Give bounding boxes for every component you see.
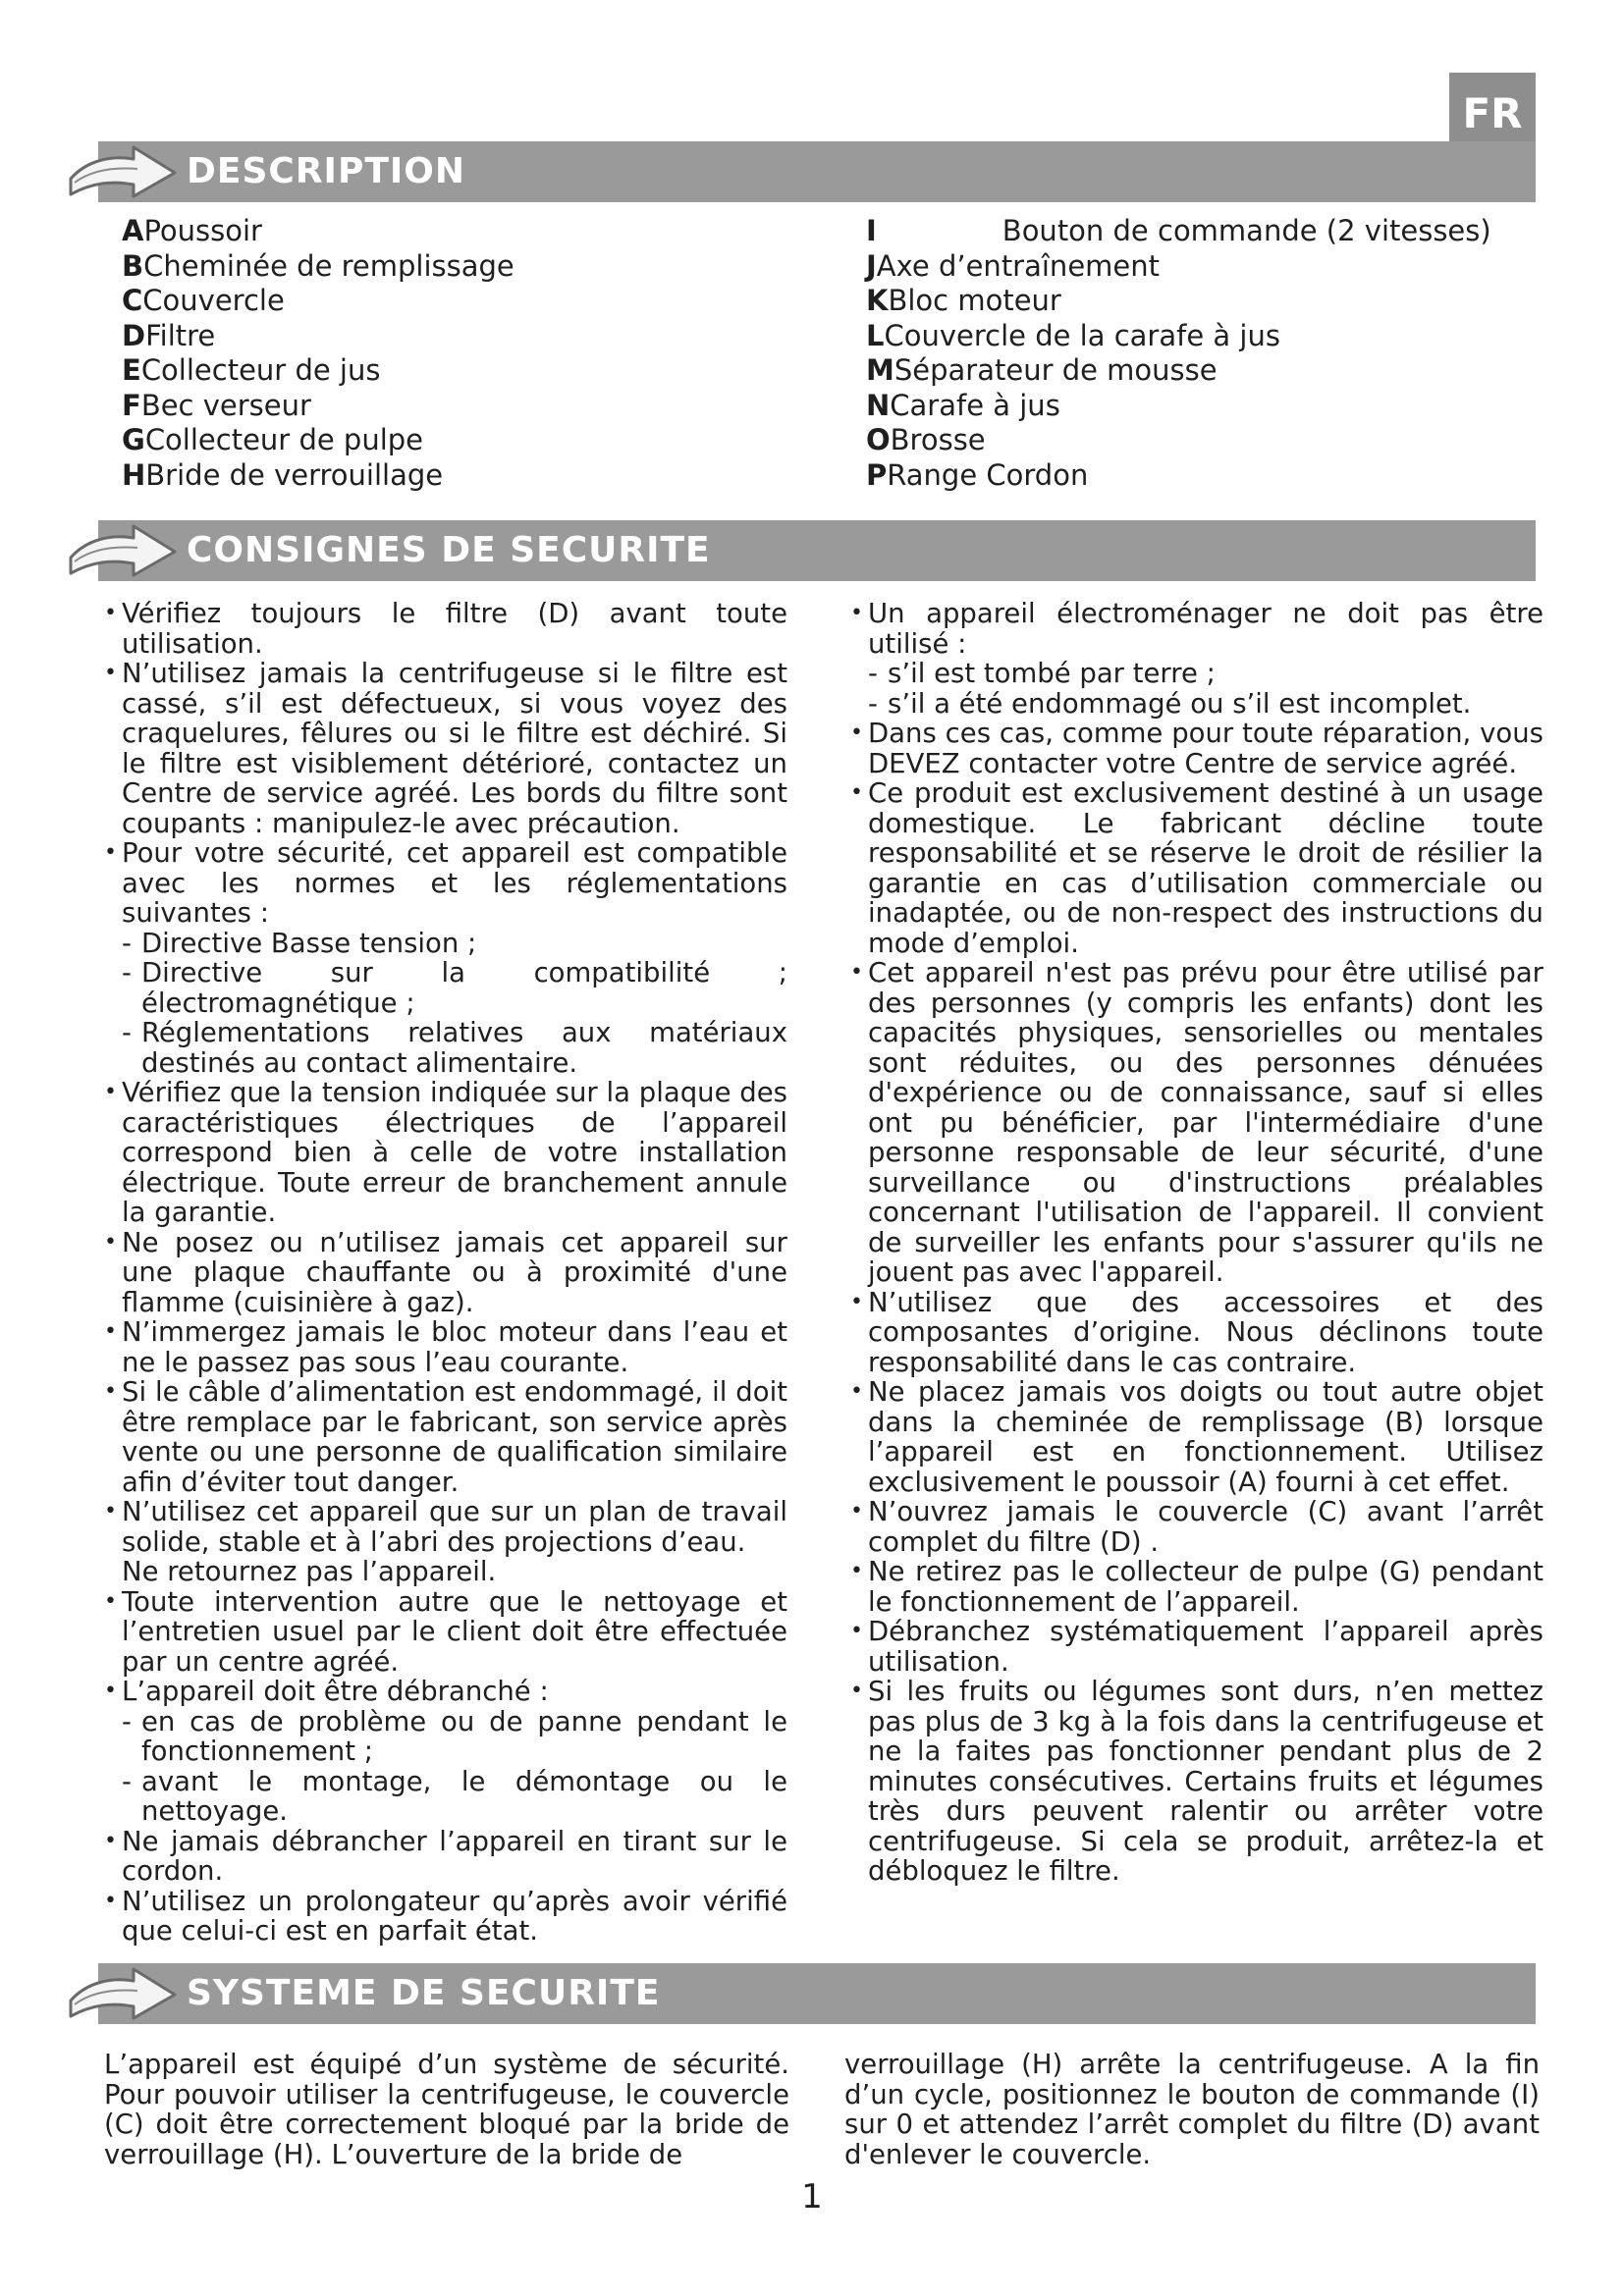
part-f: FBec verseur — [122, 388, 311, 422]
safety-item: • Ne placez jamais vos doigts ou tout autre objet dans la cheminée de remplissage (B) lorsque l’appareil est en fonctionnement. Utilisez exclusivement le poussoir (A) fourni à cet effet. — [850, 1376, 1543, 1498]
bullet-icon: • — [104, 840, 117, 865]
safety-subitem: - Directive Basse tension ; — [122, 927, 477, 959]
part-h: HBride de verrouillage — [122, 457, 444, 492]
bullet-icon: • — [850, 1499, 863, 1523]
safety-item: • Ce produit est exclusivement destiné à un usage domestique. Le fabricant décline toute responsabilité et se réserve le droit de résilier la garantie en cas d’utilisation commerciale ou inadaptée, ou de non-respect des instructions du mode d’emploi. — [850, 777, 1543, 959]
section-title: DESCRIPTION — [187, 151, 466, 191]
safety-item: • L’appareil doit être débranché : — [104, 1676, 549, 1707]
part-o: OBrosse — [866, 423, 986, 456]
safety-item: • Débranchez systématiquement l’appareil après utilisation. — [850, 1616, 1543, 1678]
section-header-safety — [98, 520, 1536, 581]
safety-note: Ne retournez pas l’appareil. — [122, 1556, 497, 1587]
bullet-icon: • — [850, 1559, 863, 1583]
system-column-right — [844, 2050, 1540, 2169]
description-list-right — [866, 214, 1491, 493]
bullet-icon: • — [104, 1588, 117, 1614]
part-c: CCouvercle — [122, 284, 285, 317]
safety-item: • Ne jamais débrancher l’appareil en tirant sur le cordon. — [104, 1825, 787, 1887]
part-j: JAxe d’entraînement — [866, 248, 1160, 283]
description-list-left — [122, 214, 514, 493]
bullet-icon: • — [104, 1379, 117, 1404]
bullet-icon: • — [850, 960, 863, 985]
part-l: LCouvercle de la carafe à jus — [866, 318, 1280, 352]
safety-item: • Ne retirez pas le collecteur de pulpe (G) pendant le fonctionnement de l’appareil. — [850, 1556, 1543, 1618]
safety-item: • Toute intervention autre que le nettoyage et l’entretien usuel par le client doit être effectuée par un centre agréé. — [104, 1585, 787, 1678]
section-title: SYSTEME DE SECURITE — [187, 1973, 661, 2013]
safety-column-left — [104, 599, 787, 1947]
bullet-icon: • — [104, 1499, 117, 1523]
part-a: APoussoir — [122, 214, 262, 247]
bullet-icon: • — [850, 1379, 863, 1404]
safety-item: • N’utilisez jamais la centrifugeuse si le filtre est cassé, s’il est défectueux, si vous voyez des craquelures, fêlures ou si le filtre est déchiré. Si le filtre est visiblement détérioré, contactez un Centre de service agréé. Les bords du filtre sont coupants : manipulez-le avec précaution. — [104, 658, 787, 839]
part-m: MSéparateur de mousse — [866, 353, 1218, 387]
part-g: GCollecteur de pulpe — [122, 423, 424, 456]
section-header-description — [98, 141, 1536, 202]
bullet-icon: • — [850, 1289, 863, 1314]
bullet-icon: • — [104, 1080, 117, 1104]
safety-item: • Un appareil électroménager ne doit pas être utilisé : — [850, 598, 1543, 660]
bullet-icon: • — [850, 601, 863, 625]
safety-subitem: - s’il a été endommagé ou s’il est incomplet. — [868, 687, 1472, 720]
safety-subitem: - s’il est tombé par terre ; — [868, 658, 1216, 689]
safety-item: • Pour votre sécurité, cet appareil est compatible avec les normes et les réglementations suivantes : — [104, 837, 787, 929]
part-i: I Bouton de commande (2 vitesses) — [866, 214, 1491, 247]
safety-item: • Vérifiez que la tension indiquée sur la plaque des caractéristiques électriques de l’appareil correspond bien à celle de votre installation électrique. Toute erreur de branchement annule la garantie. — [104, 1077, 787, 1228]
arrow-icon — [65, 139, 183, 208]
bullet-icon: • — [104, 1888, 117, 1913]
safety-column-right — [850, 599, 1543, 1887]
safety-item: • Ne posez ou n’utilisez jamais cet appareil sur une plaque chauffante ou à proximité d'une flamme (cuisinière à gaz). — [104, 1226, 787, 1318]
safety-item: • N’immergez jamais le bloc moteur dans l’eau et ne le passez pas sous l’eau courante. — [104, 1316, 787, 1378]
bullet-icon: • — [850, 1679, 863, 1703]
part-d: DFiltre — [122, 318, 216, 352]
page-number: 1 — [801, 2177, 823, 2216]
safety-item: • N’utilisez un prolongateur qu’après avoir vérifié que celui-ci est en parfait état. — [104, 1885, 787, 1947]
safety-subitem: - en cas de problème ou de panne pendant le fonctionnement ; — [122, 1705, 787, 1767]
arrow-icon — [65, 518, 183, 587]
section-title: CONSIGNES DE SECURITE — [187, 530, 711, 570]
system-text: verrouillage (H) arrête la centrifugeuse. A la fin d’un cycle, positionnez le bouton de commande (I) sur 0 et attendez l’arrêt complet du filtre (D) avant d'enlever le couvercle. — [844, 2049, 1540, 2170]
safety-item: • Si les fruits ou légumes sont durs, n’en mettez pas plus de 3 kg à la fois dans la centrifugeuse et ne la faites pas fonctionner pendant plus de 2 minutes consécutives. Certains fruits et légumes très durs peuvent ralentir ou arrêter votre centrifugeuse. Si cela se produit, arrêtez-la et débloquez le filtre. — [850, 1676, 1543, 1887]
part-e: ECollecteur de jus — [122, 353, 381, 387]
bullet-icon: • — [104, 1319, 117, 1344]
bullet-icon: • — [104, 1229, 117, 1255]
arrow-icon — [65, 1961, 183, 2030]
safety-subitem: - Réglementations relatives aux matériaux destinés au contact alimentaire. — [122, 1017, 787, 1079]
bullet-icon: • — [850, 780, 863, 805]
safety-item: • Dans ces cas, comme pour toute réparation, vous DEVEZ contacter votre Centre de service agréé. — [850, 718, 1543, 779]
part-b: BCheminée de remplissage — [122, 248, 514, 283]
bullet-icon: • — [104, 661, 117, 685]
bullet-icon: • — [104, 1828, 117, 1853]
bullet-icon: • — [104, 601, 117, 625]
part-n: NCarafe à jus — [866, 388, 1060, 422]
system-column-left — [104, 2050, 789, 2169]
safety-subitem: - avant le montage, le démontage ou le nettoyage. — [122, 1765, 787, 1827]
language-tab: FR — [1449, 73, 1536, 153]
safety-item: • N’utilisez que des accessoires et des composantes d’origine. Nous déclinons toute responsabilité dans le cas contraire. — [850, 1286, 1543, 1378]
part-p: PRange Cordon — [866, 457, 1089, 492]
safety-item: • Vérifiez toujours le filtre (D) avant toute utilisation. — [104, 598, 787, 660]
safety-item: • Si le câble d’alimentation est endommagé, il doit être remplace par le fabricant, son service après vente ou une personne de qualification similaire afin d’éviter tout danger. — [104, 1376, 787, 1498]
safety-item: • N’ouvrez jamais le couvercle (C) avant l’arrêt complet du filtre (D) . — [850, 1496, 1543, 1558]
safety-subitem: - Directive sur la compatibilité ; électromagnétique ; — [122, 957, 787, 1019]
bullet-icon: • — [850, 721, 863, 745]
system-text: L’appareil est équipé d’un système de sécurité. Pour pouvoir utiliser la centrifugeuse, le couvercle (C) doit être correctement bloqué par la bride de verrouillage (H). L’ouverture de la bride de — [104, 2049, 789, 2170]
bullet-icon: • — [850, 1619, 863, 1643]
bullet-icon: • — [104, 1679, 117, 1703]
safety-item: • N’utilisez cet appareil que sur un plan de travail solide, stable et à l’abri des projections d’eau. — [104, 1496, 787, 1558]
part-k: KBloc moteur — [866, 284, 1061, 317]
safety-item: • Cet appareil n'est pas prévu pour être utilisé par des personnes (y compris les enfants) dont les capacités physiques, sensorielles ou mentales sont réduites, ou des personnes dénuées d'expérience ou de connaissance, sauf si elles ont pu bénéficier, par l'intermédiaire d'une personne responsable de leur sécurité, d'une surveillance ou d'instructions préalables concernant l'utilisation de l'appareil. Il convient de surveiller les enfants pour s'assurer qu'ils ne jouent pas avec l'appareil. — [850, 957, 1543, 1288]
section-header-system — [98, 1963, 1536, 2024]
